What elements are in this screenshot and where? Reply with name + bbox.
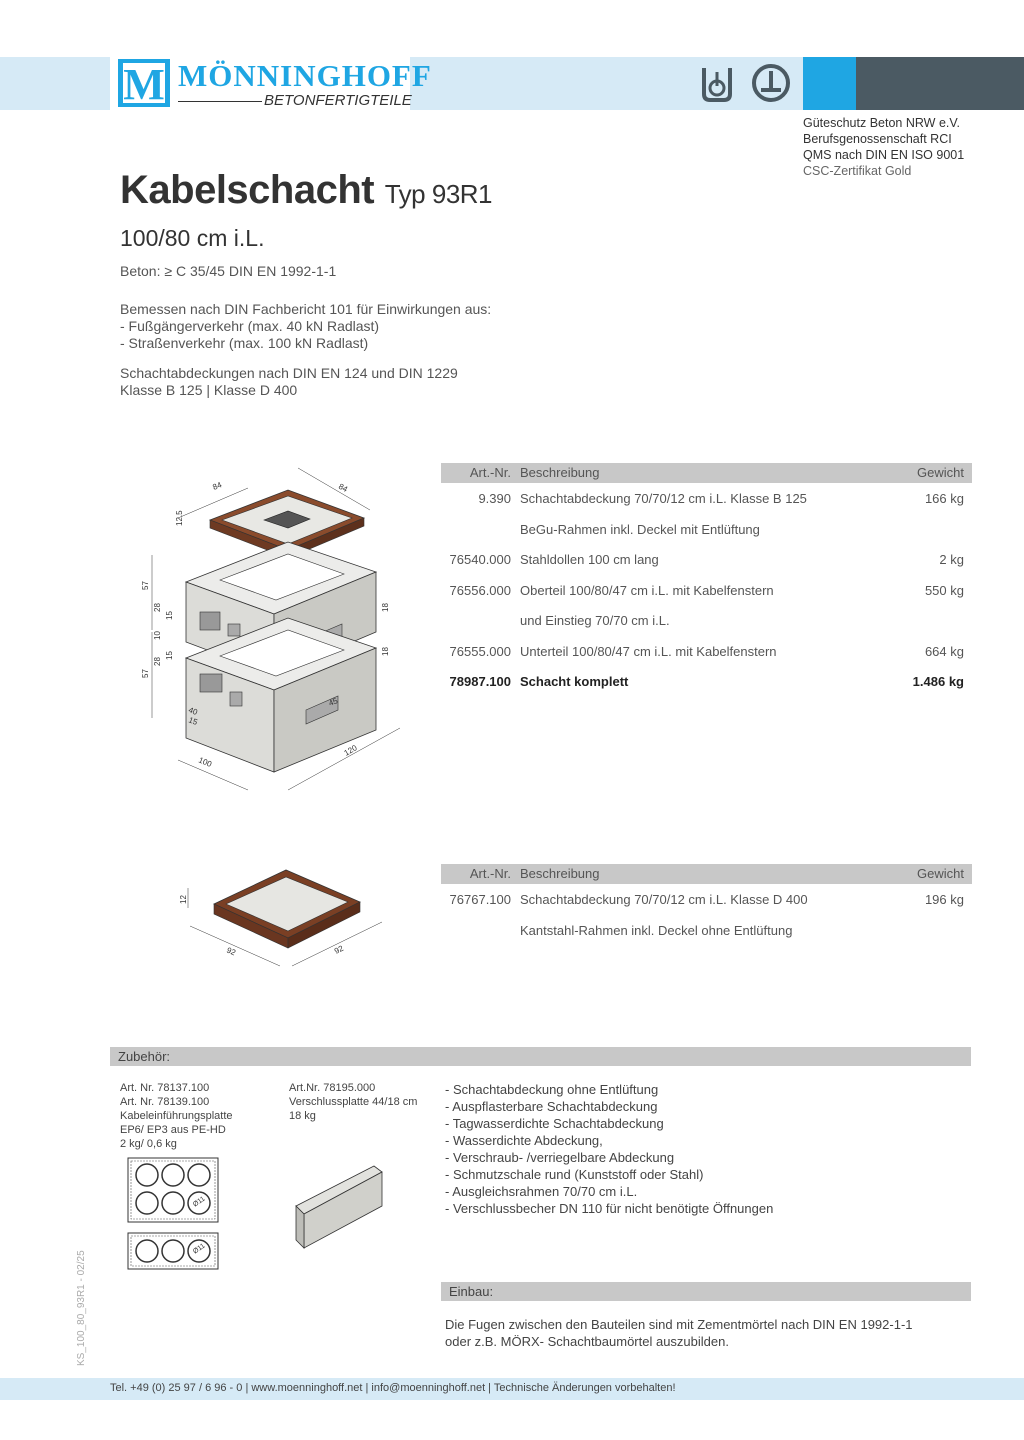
cable-plate-ep3-drawing bbox=[127, 1232, 219, 1272]
footer-contact: Tel. +49 (0) 25 97 / 6 96 - 0 | www.moenninghoff.net | info@moenninghoff.net | Technische Änderungen vorbehalten! bbox=[110, 1382, 676, 1394]
accessories-list bbox=[445, 1081, 773, 1217]
certifications bbox=[803, 115, 964, 179]
dim-label: 92 bbox=[332, 943, 345, 956]
quality-seal-icon bbox=[698, 64, 736, 104]
cert-line: Berufsgenossenschaft RCI bbox=[803, 132, 952, 146]
brand-subtitle: BETONFERTIGTEILE bbox=[264, 92, 412, 109]
cable-plate-ep6-drawing bbox=[127, 1157, 219, 1223]
document-code: KS_100_80_93R1 - 02/25 bbox=[76, 1250, 87, 1366]
parts-table bbox=[441, 463, 972, 697]
dim-label: 12 bbox=[179, 895, 188, 904]
list-item: - Wasserdichte Abdeckung, bbox=[445, 1133, 603, 1148]
page-title: Kabelschacht Typ 93R1 bbox=[120, 168, 493, 212]
accessories-bar: Zubehör: bbox=[110, 1047, 971, 1066]
table-row: 76556.000 Oberteil 100/80/47 cm i.L. mit Kabelfenstern 550 kg bbox=[449, 582, 964, 598]
dim-label: 57 bbox=[141, 669, 150, 678]
dim-label: 120 bbox=[342, 743, 359, 758]
list-item: - Tagwasserdichte Schachtabdeckung bbox=[445, 1116, 664, 1131]
table-row: BeGu-Rahmen inkl. Deckel mit Entlüftung bbox=[520, 521, 760, 537]
logo-rule bbox=[178, 101, 262, 102]
table-row: und Einstieg 70/70 cm i.L. bbox=[520, 613, 670, 628]
dim-label: 15 bbox=[165, 611, 174, 620]
dim-label: 18 bbox=[381, 603, 390, 612]
cover-table bbox=[441, 864, 972, 945]
list-item: - Verschlussbecher DN 110 für nicht benötigte Öffnungen bbox=[445, 1201, 774, 1216]
concrete-spec: Beton: ≥ C 35/45 DIN EN 1992-1-1 bbox=[120, 263, 337, 279]
table-row: 76555.000 Unterteil 100/80/47 cm i.L. mit Kabelfenstern 664 kg bbox=[449, 643, 964, 659]
installation-bar: Einbau: bbox=[441, 1282, 971, 1301]
bg-rci-seal-icon bbox=[750, 62, 792, 104]
table-row: 76767.100 Schachtabdeckung 70/70/12 cm i.L. Klasse D 400 196 kg bbox=[449, 892, 964, 907]
dim-label: 84 bbox=[211, 480, 224, 492]
product-size: 100/80 cm i.L. bbox=[120, 225, 265, 251]
accessory-item-closing-plate: Art.Nr. 78195.000 Verschlussplatte 44/18 cm 18 kg bbox=[289, 1082, 418, 1122]
brand-name: MÖNNINGHOFF bbox=[178, 58, 432, 93]
installation-text: Die Fugen zwischen den Bauteilen sind mit Zementmörtel nach DIN EN 1992-1-1 oder z.B. MÖRX- Schachtbaumörtel auszubilden. bbox=[445, 1317, 913, 1349]
logo-mark: M bbox=[118, 59, 170, 107]
dim-label: Ø11 bbox=[192, 1242, 207, 1256]
dim-label: 84 bbox=[337, 481, 350, 494]
table-row: Kantstahl-Rahmen inkl. Deckel ohne Entlüftung bbox=[520, 922, 793, 938]
dim-label: 92 bbox=[225, 945, 237, 958]
list-item: - Auspflasterbare Schachtabdeckung bbox=[445, 1099, 658, 1114]
closing-plate-drawing bbox=[290, 1160, 390, 1256]
dim-label: 40 bbox=[187, 705, 199, 717]
dim-label: 15 bbox=[165, 651, 174, 660]
product-type: Typ 93R1 bbox=[384, 179, 493, 209]
cover-spec: Schachtabdeckungen nach DIN EN 124 und DIN 1229 Klasse B 125 | Klasse D 400 bbox=[120, 365, 458, 398]
dim-label: 28 bbox=[153, 603, 162, 612]
header-dark-block bbox=[856, 57, 1024, 110]
dim-label: 100 bbox=[197, 755, 214, 769]
shaft-exploded-drawing bbox=[138, 460, 428, 800]
design-spec: Bemessen nach DIN Fachbericht 101 für Einwirkungen aus: - Fußgängerverkehr (max. 40 kN Radlast) - Straßenverkehr (max. 100 kN Radlast) bbox=[120, 301, 492, 351]
dim-label: 15 bbox=[187, 715, 199, 727]
dim-label: 28 bbox=[153, 657, 162, 666]
table-row-total: 78987.100 Schacht komplett 1.486 kg bbox=[449, 674, 964, 689]
table-row: 9.390 Schachtabdeckung 70/70/12 cm i.L. Klasse B 125 166 kg bbox=[478, 491, 964, 506]
dim-label: 10 bbox=[153, 631, 162, 640]
footer bbox=[0, 1378, 1024, 1400]
cert-line: QMS nach DIN EN ISO 9001 bbox=[803, 148, 965, 162]
table-row: 76540.000 Stahldollen 100 cm lang 2 kg bbox=[449, 552, 964, 567]
list-item: - Verschraub- /verriegelbare Abdeckung bbox=[445, 1150, 675, 1165]
dim-label: 18 bbox=[381, 647, 390, 656]
dim-label: 12.5 bbox=[175, 510, 184, 526]
cover-d400-drawing bbox=[176, 856, 396, 976]
list-item: - Schachtabdeckung ohne Entlüftung bbox=[445, 1082, 659, 1097]
table-header: Art.-Nr. Beschreibung Gewicht bbox=[441, 463, 972, 483]
table-header: Art.-Nr. Beschreibung Gewicht bbox=[441, 864, 972, 884]
cert-line: Güteschutz Beton NRW e.V. bbox=[803, 116, 961, 130]
cert-line: CSC-Zertifikat Gold bbox=[803, 164, 912, 178]
dim-label: 57 bbox=[141, 581, 150, 590]
header-accent-block bbox=[803, 57, 856, 110]
dim-label: Ø11 bbox=[192, 1195, 207, 1209]
accessory-item-cable-plate: Art. Nr. 78137.100 Art. Nr. 78139.100 Kabeleinführungsplatte EP6/ EP3 aus PE-HD 2 kg/ 0,6 kg bbox=[120, 1082, 233, 1150]
list-item: - Ausgleichsrahmen 70/70 cm i.L. bbox=[445, 1184, 638, 1199]
dim-label: 45 bbox=[327, 696, 340, 708]
list-item: - Schmutzschale rund (Kunststoff oder Stahl) bbox=[445, 1167, 704, 1182]
